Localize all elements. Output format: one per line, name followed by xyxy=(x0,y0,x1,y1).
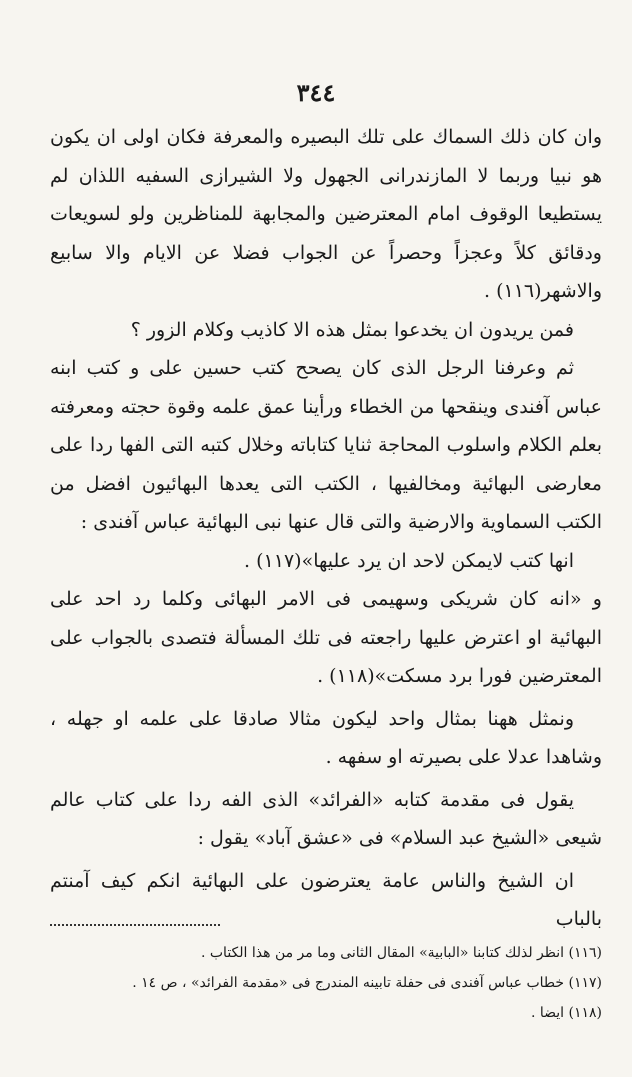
footnote: (١١٨) ايضا . xyxy=(530,1005,602,1021)
footnote: (١١٦) انظر لذلك كتابنا «البابية» المقال الثانى وما مر من هذا الكتاب . xyxy=(200,945,602,961)
footnote-separator xyxy=(50,924,220,926)
footnote: (١١٧) خطاب عباس آفندى فى حفلة تابينه المندرج فى «مقدمة الفرائد» ، ص ١٤ . xyxy=(132,975,602,991)
quotation: و «انه كان شريكى وسهيمى فى الامر البهائى وكلما رد احد على البهائية او اعترض عليها راجعته فى تلك المسألة فتصدى بالجواب على المعترضين فورا برد مسكت»(١١٨) . xyxy=(50,588,602,687)
body-text xyxy=(50,118,602,939)
paragraph: ثم وعرفنا الرجل الذى كان يصحح كتب حسين على و كتب ابنه عباس آفندى وينقحها من الخطاء ورأينا عمق علمه وقوة حجته ومعرفته بعلم الكلام واسلوب المحاجة ثنايا كتاباته وخلال كتبه التى الفها ردا على معارضى البهائية ومخالفيها ، الكتب التى يعدها البهائيون افضل من الكتب السماوية والارضية والتى قال عنها نبى البهائية عباس آفندى : xyxy=(50,357,602,533)
paragraph: فمن يريدون ان يخدعوا بمثل هذه الا كاذيب وكلام الزور ؟ xyxy=(130,318,574,341)
footnotes xyxy=(120,938,602,1028)
paragraph: يقول فى مقدمة كتابه «الفرائد» الذى الفه ردا على كتاب عالم شيعى «الشيخ عبد السلام» فى «عشق آباد» يقول : xyxy=(50,788,602,849)
quotation: انها كتب لايمكن لاحد ان يرد عليها»(١١٧) . xyxy=(244,549,574,572)
paragraph: ان الشيخ والناس عامة يعترضون على البهائية انكم كيف آمنتم بالباب xyxy=(50,869,602,930)
paragraph: وان كان ذلك السماك على تلك البصيره والمعرفة فكان اولى ان يكون هو نبيا وربما لا المازندرانى الجهول ولا الشيرازى السفيه اللذان لم يستطيعا الوقوف امام المعترضين والمجابهة للمناظرين ولو لسويعات ودقائق كلاً وعجزاً وحصراً عن الجواب فضلا عن الايام والا سابيع والاشهر(١١٦) . xyxy=(50,126,602,302)
paragraph: ونمثل ههنا بمثال واحد ليكون مثالا صادقا على علمه او جهله ، وشاهدا عدلا على بصيرته او سفهه . xyxy=(50,707,602,768)
page-number: ٣٤٤ xyxy=(296,78,336,107)
